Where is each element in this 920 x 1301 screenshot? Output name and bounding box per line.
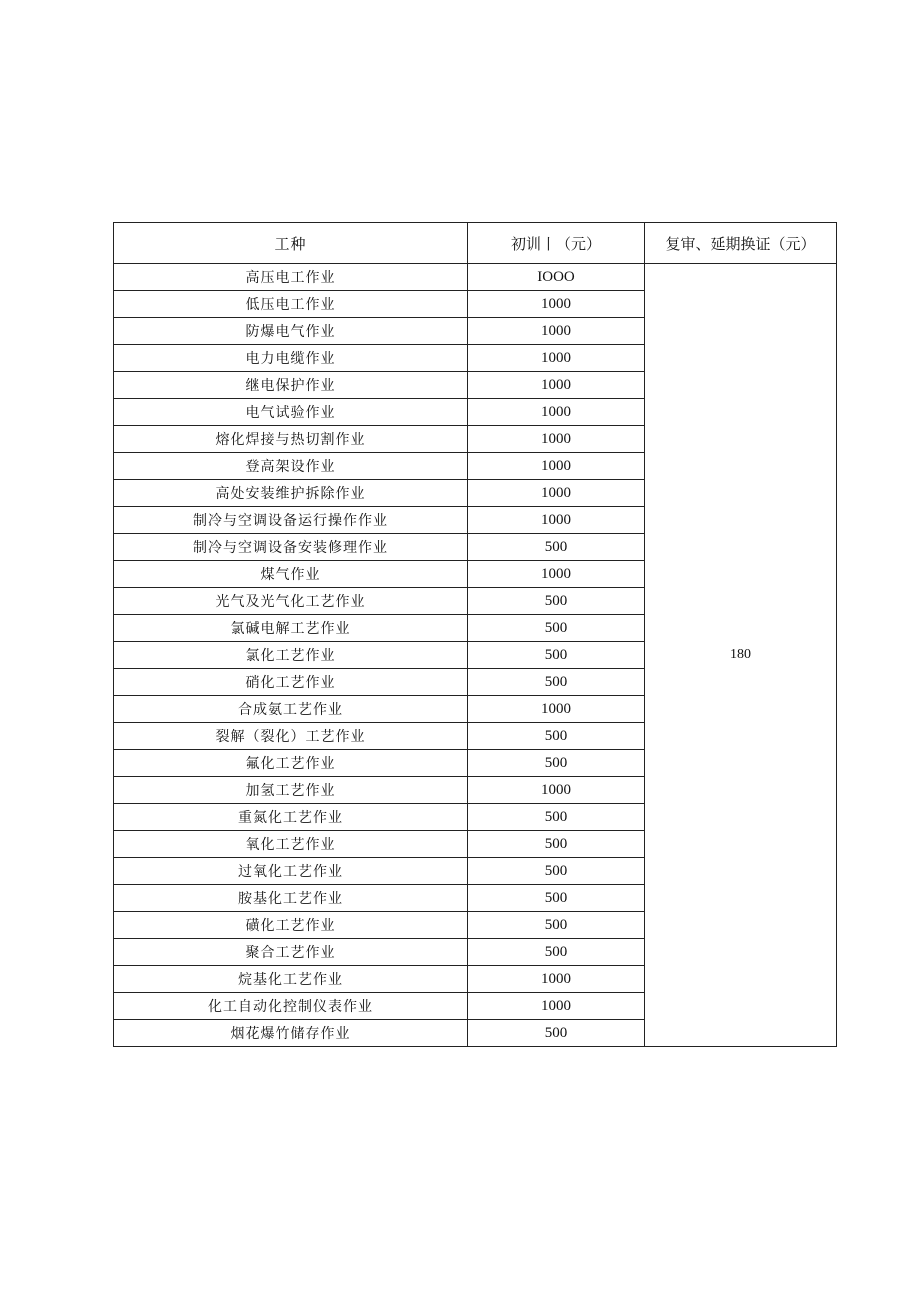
initial-fee-cell: 1000 — [468, 696, 645, 723]
initial-fee-cell: 500 — [468, 804, 645, 831]
job-type-cell: 重氮化工艺作业 — [114, 804, 468, 831]
initial-fee-cell: 1000 — [468, 453, 645, 480]
job-type-cell: 登高架设作业 — [114, 453, 468, 480]
job-type-cell: 氧化工艺作业 — [114, 831, 468, 858]
job-type-cell: 加氢工艺作业 — [114, 777, 468, 804]
table-row — [114, 264, 837, 291]
initial-fee-cell: 500 — [468, 885, 645, 912]
initial-fee-cell: 500 — [468, 723, 645, 750]
initial-fee-cell: 1000 — [468, 345, 645, 372]
job-type-cell: 胺基化工艺作业 — [114, 885, 468, 912]
initial-fee-cell: 500 — [468, 669, 645, 696]
job-type-cell: 过氧化工艺作业 — [114, 858, 468, 885]
job-type-cell: 磺化工艺作业 — [114, 912, 468, 939]
initial-fee-cell: 1000 — [468, 372, 645, 399]
job-type-cell: 制冷与空调设备运行操作作业 — [114, 507, 468, 534]
table-body — [114, 264, 837, 1047]
job-type-cell: 合成氨工艺作业 — [114, 696, 468, 723]
initial-fee-cell: 1000 — [468, 291, 645, 318]
job-type-cell: 光气及光气化工艺作业 — [114, 588, 468, 615]
header-initial-training-fee: 初训丨（元） — [468, 223, 645, 264]
initial-fee-cell: 1000 — [468, 561, 645, 588]
job-type-cell: 聚合工艺作业 — [114, 939, 468, 966]
job-type-cell: 继电保护作业 — [114, 372, 468, 399]
job-type-cell: 氯碱电解工艺作业 — [114, 615, 468, 642]
job-type-cell: 硝化工艺作业 — [114, 669, 468, 696]
job-type-cell: 熔化焊接与热切割作业 — [114, 426, 468, 453]
initial-fee-cell: 500 — [468, 750, 645, 777]
job-type-cell: 烷基化工艺作业 — [114, 966, 468, 993]
job-type-cell: 烟花爆竹储存作业 — [114, 1020, 468, 1047]
initial-fee-cell: 500 — [468, 642, 645, 669]
header-job-type: 工种 — [114, 223, 468, 264]
initial-fee-cell: IOOO — [468, 264, 645, 291]
job-type-cell: 电气试验作业 — [114, 399, 468, 426]
job-type-cell: 氟化工艺作业 — [114, 750, 468, 777]
initial-fee-cell: 500 — [468, 615, 645, 642]
initial-fee-cell: 500 — [468, 1020, 645, 1047]
fee-table — [113, 222, 837, 1047]
job-type-cell: 高压电工作业 — [114, 264, 468, 291]
initial-fee-cell: 1000 — [468, 507, 645, 534]
initial-fee-cell: 500 — [468, 588, 645, 615]
initial-fee-cell: 1000 — [468, 777, 645, 804]
initial-fee-cell: 500 — [468, 912, 645, 939]
job-type-cell: 高处安装维护拆除作业 — [114, 480, 468, 507]
header-row — [114, 223, 837, 264]
initial-fee-cell: 1000 — [468, 993, 645, 1020]
job-type-cell: 低压电工作业 — [114, 291, 468, 318]
initial-fee-cell: 500 — [468, 858, 645, 885]
job-type-cell: 电力电缆作业 — [114, 345, 468, 372]
initial-fee-cell: 1000 — [468, 966, 645, 993]
initial-fee-cell: 500 — [468, 939, 645, 966]
job-type-cell: 化工自动化控制仪表作业 — [114, 993, 468, 1020]
job-type-cell: 裂解（裂化）工艺作业 — [114, 723, 468, 750]
renewal-fee-cell: 180 — [645, 264, 837, 1047]
job-type-cell: 制冷与空调设备安装修理作业 — [114, 534, 468, 561]
initial-fee-cell: 1000 — [468, 426, 645, 453]
initial-fee-cell: 1000 — [468, 318, 645, 345]
initial-fee-cell: 500 — [468, 831, 645, 858]
initial-fee-cell: 500 — [468, 534, 645, 561]
job-type-cell: 煤气作业 — [114, 561, 468, 588]
header-renewal-fee: 复审、延期换证（元） — [645, 223, 837, 264]
job-type-cell: 防爆电气作业 — [114, 318, 468, 345]
job-type-cell: 氯化工艺作业 — [114, 642, 468, 669]
initial-fee-cell: 1000 — [468, 399, 645, 426]
initial-fee-cell: 1000 — [468, 480, 645, 507]
